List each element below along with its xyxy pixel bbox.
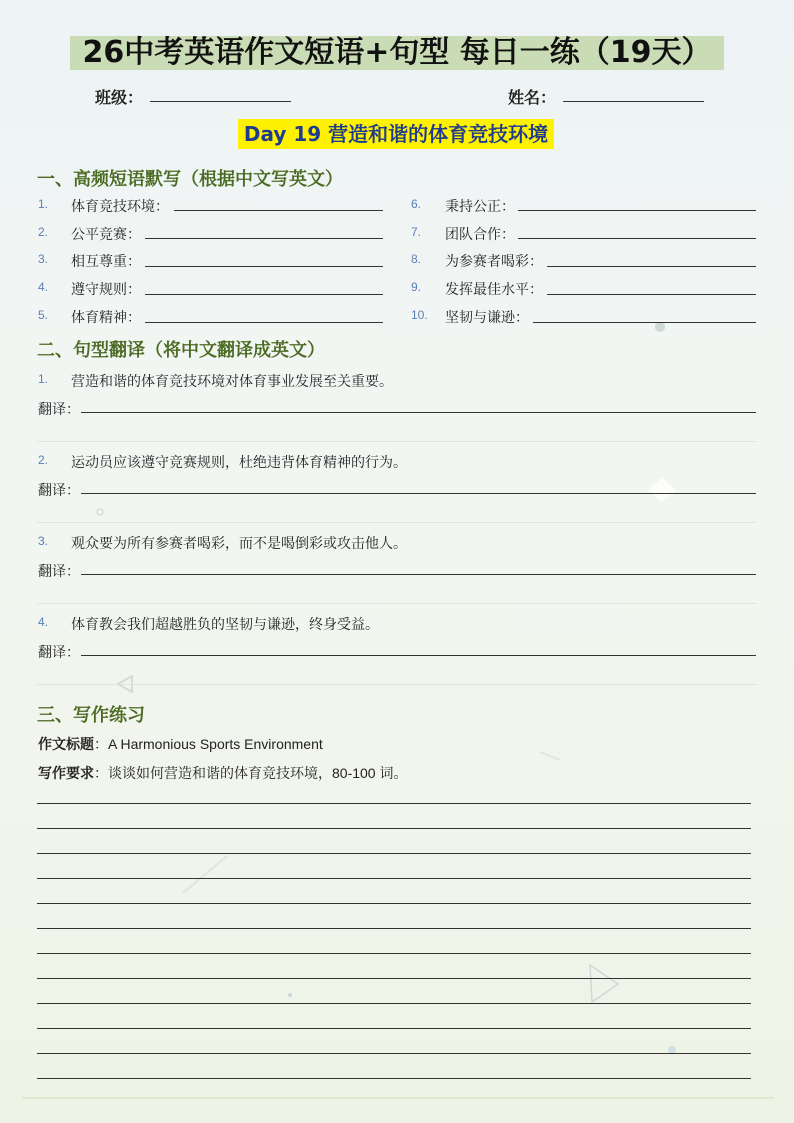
item-number: 1. [38,197,49,211]
divider [37,684,756,685]
phrase-label: 秉持公正： [445,198,515,214]
name-field[interactable] [563,101,704,102]
answer-line[interactable] [145,294,383,295]
divider [37,603,756,604]
translation-line[interactable] [81,655,756,656]
sentence-text: 营造和谐的体育竞技环境对体育事业发展至关重要。 [71,373,393,389]
item-number: 4. [38,615,49,629]
section2-heading: 二、句型翻译（将中文翻译成英文） [37,340,325,361]
writing-line[interactable] [37,978,751,979]
sentence-text: 体育教会我们超越胜负的坚韧与谦逊，终身受益。 [71,616,379,632]
dot-decoration [655,322,665,332]
translation-line[interactable] [81,412,756,413]
phrase-label: 发挥最佳水平： [445,281,543,297]
item-number: 6. [411,197,422,211]
line-decoration [540,752,560,760]
essay-requirement [38,763,407,783]
answer-line[interactable] [145,266,383,267]
item-number: 3. [38,534,49,548]
writing-line[interactable] [37,1053,751,1054]
item-number: 5. [38,308,49,322]
requirement-value: ：谈谈如何营造和谐的体育竞技环境，80-100 词。 [94,765,408,781]
topic-label: 作文标题 [38,736,94,752]
phrase-label: 为参赛者喝彩： [445,253,543,269]
answer-line[interactable] [145,238,383,239]
dot-decoration [288,993,292,997]
item-number: 4. [38,280,49,294]
item-number: 10. [411,308,428,322]
phrase-label: 体育精神： [71,309,141,325]
phrase-label: 坚韧与谦逊： [445,309,529,325]
phrase-label: 团队合作： [445,226,515,242]
writing-line[interactable] [37,1028,751,1029]
item-number: 9. [411,280,422,294]
translate-label: 翻译： [38,563,80,579]
translate-label: 翻译： [38,482,80,498]
dot-decoration [97,509,103,515]
triangle-decoration-icon [590,965,618,1002]
item-number: 2. [38,225,49,239]
writing-line[interactable] [37,903,751,904]
answer-line[interactable] [547,294,756,295]
class-field[interactable] [150,101,291,102]
item-number: 8. [411,252,422,266]
answer-line[interactable] [145,322,383,323]
essay-topic [38,734,323,754]
answer-line[interactable] [174,210,383,211]
item-number: 7. [411,225,422,239]
page-title: 26中考英语作文短语+句型 每日一练（19天） [82,35,712,70]
translate-label: 翻译： [38,401,80,417]
item-number: 2. [38,453,49,467]
section1-heading: 一、高频短语默写（根据中文写英文） [37,169,343,190]
name-label: 姓名： [508,88,557,107]
class-label: 班级： [95,88,144,107]
translate-label: 翻译： [38,644,80,660]
divider [37,522,756,523]
phrase-label: 相互尊重： [71,253,141,269]
writing-line[interactable] [37,928,751,929]
writing-line[interactable] [37,878,751,879]
translation-line[interactable] [81,574,756,575]
line-decoration [183,856,227,893]
answer-line[interactable] [547,266,756,267]
writing-line[interactable] [37,1003,751,1004]
item-number: 1. [38,372,49,386]
section3-heading: 三、写作练习 [37,705,145,726]
item-number: 3. [38,252,49,266]
writing-line[interactable] [37,828,751,829]
writing-line[interactable] [37,1078,751,1079]
sentence-text: 观众要为所有参赛者喝彩，而不是喝倒彩或攻击他人。 [71,535,407,551]
day-title: Day 19 营造和谐的体育竞技环境 [238,119,554,149]
writing-line[interactable] [37,803,751,804]
writing-line[interactable] [37,953,751,954]
sentence-text: 运动员应该遵守竞赛规则，杜绝违背体育精神的行为。 [71,454,407,470]
translation-line[interactable] [81,493,756,494]
divider [37,441,756,442]
requirement-label: 写作要求 [38,765,94,781]
diamond-decoration-icon [648,478,676,502]
answer-line[interactable] [518,210,756,211]
answer-line[interactable] [533,322,756,323]
writing-line[interactable] [37,853,751,854]
phrase-label: 公平竞赛： [71,226,141,242]
phrase-label: 体育竞技环境： [71,198,169,214]
phrase-label: 遵守规则： [71,281,141,297]
topic-value: ：A Harmonious Sports Environment [94,736,323,752]
answer-line[interactable] [518,238,756,239]
